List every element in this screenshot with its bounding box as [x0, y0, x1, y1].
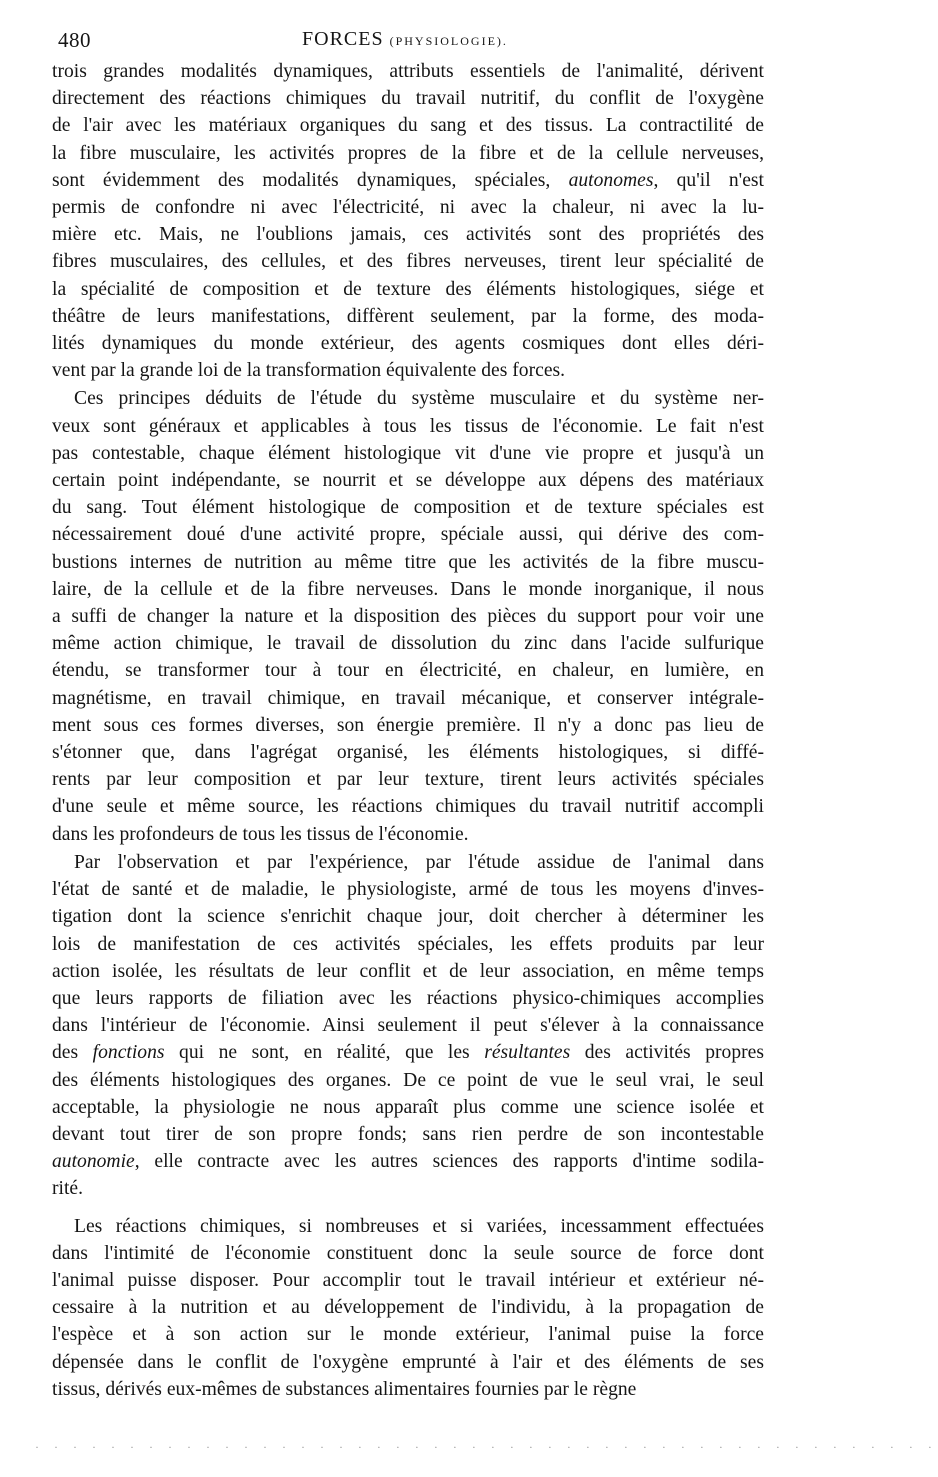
text-line: théâtre de leurs manifestations, diffèrent seulement, par la forme, des moda- [52, 305, 764, 327]
text-line: directement des réactions chimiques du travail nutritif, du conflit de l'oxygène [52, 88, 764, 110]
text-line: vent par la grande loi de la transformation équivalente des forces. [52, 360, 566, 382]
text-line: d'une seule et même source, les réactions chimiques du travail nutritif accompli [52, 796, 764, 818]
text-line: fibres musculaires, des cellules, et des fibres nerveuses, tirent leur spécialité de [52, 251, 764, 273]
text-line: tissus, dérivés eux-mêmes de substances alimentaires fournies par le règne [52, 1378, 637, 1400]
text-line: Ces principes déduits de l'étude du système musculaire et du système ner- [74, 388, 764, 410]
text-line: la spécialité de composition et de texture des éléments histologiques, siége et [52, 278, 764, 300]
running-title-sub: (PHYSIOLOGIE). [389, 34, 508, 48]
running-header [52, 28, 764, 68]
body-text [52, 58, 764, 1403]
text-line: bustions internes de nutrition au même titre que les activités de la fibre muscu- [52, 551, 764, 573]
text-line: s'étonner que, dans l'agrégat organisé, les éléments histologiques, si diffé- [52, 742, 764, 764]
text-line: tigation dont la science s'enrichit chaque jour, doit chercher à déterminer les [52, 906, 764, 928]
text-line: de l'air avec les matériaux organiques du sang et des tissus. La contractilité de [52, 115, 764, 137]
text-line: autonomie, elle contracte avec les autres sciences des rapports d'intime sodila- [52, 1151, 764, 1173]
footer-dotted-rule: · · · · · · · · · · · · · · · · · · · · · · · · · · · · · · · · · · · · · · · · · · · · · · · · [35, 1440, 938, 1454]
text-line: laire, de la cellule et de la fibre nerveuses. Dans le monde inorganique, il nous [52, 578, 764, 600]
text-line: ment sous ces formes diverses, son énergie première. Il n'y a donc pas lieu de [52, 714, 764, 736]
page-number: 480 [58, 28, 91, 52]
paragraph [52, 385, 764, 847]
text-line: Par l'observation et par l'expérience, par l'étude assidue de l'animal dans [74, 851, 764, 873]
text-line: rité. [52, 1178, 84, 1200]
paragraph [52, 849, 764, 1203]
text-line: que leurs rapports de filiation avec les réactions physico-chimiques accomplies [52, 987, 764, 1009]
text-line: veux sont généraux et applicables à tous les tissus de l'économie. Le fait n'est [52, 415, 764, 437]
text-line: Les réactions chimiques, si nombreuses et si variées, incessamment effectuées [74, 1215, 764, 1237]
text-line: magnétisme, en travail chimique, en travail mécanique, et conserver intégrale- [52, 687, 764, 709]
running-title-main: FORCES [302, 28, 384, 50]
text-line: l'animal puisse disposer. Pour accomplir tout le travail intérieur et extérieur né- [52, 1269, 764, 1291]
text-line: dans les profondeurs de tous les tissus de l'économie. [52, 823, 469, 845]
text-line: l'espèce et à son action sur le monde extérieur, l'animal puise la force [52, 1324, 764, 1346]
text-line: rents par leur composition et par leur texture, tirent leurs activités spéciales [52, 769, 764, 791]
text-line: action isolée, les résultats de leur conflit et de leur association, en même temps [52, 960, 764, 982]
text-line: lois de manifestation de ces activités spéciales, les effets produits par leur [52, 933, 764, 955]
text-line: certain point indépendante, se nourrit et se développe aux dépens des matériaux [52, 470, 764, 492]
text-line: lités dynamiques du monde extérieur, des agents cosmiques dont elles déri- [52, 333, 764, 355]
paragraph [52, 58, 764, 384]
text-line: du sang. Tout élément histologique de composition et de texture spéciales est [52, 497, 764, 519]
text-line: mière etc. Mais, ne l'oublions jamais, ces activités sont des propriétés des [52, 224, 764, 246]
text-line: dans l'intimité de l'économie constituent donc la seule source de force dont [52, 1242, 764, 1264]
text-line: des fonctions qui ne sont, en réalité, que les résultantes des activités propres [52, 1042, 764, 1064]
text-line: a suffi de changer la nature et la disposition des pièces du support pour voir une [52, 606, 764, 628]
paragraph [52, 1213, 764, 1403]
text-line: l'état de santé et de maladie, le physiologiste, armé de tous les moyens d'inves- [52, 879, 764, 901]
text-line: des éléments histologiques des organes. De ce point de vue le seul vrai, le seul [52, 1069, 764, 1091]
text-line: permis de confondre ni avec l'électricité, ni avec la chaleur, ni avec la lu- [52, 197, 764, 219]
running-title [302, 28, 508, 51]
text-line: étendu, se transformer tour à tour en électricité, en chaleur, en lumière, en [52, 660, 764, 682]
text-line: devant tout tirer de son propre fonds; sans rien perdre de son incontestable [52, 1123, 764, 1145]
text-line: acceptable, la physiologie ne nous apparaît plus comme une science isolée et [52, 1096, 764, 1118]
text-line: cessaire à la nutrition et au développement de l'individu, à la propagation de [52, 1297, 764, 1319]
text-line: nécessairement doué d'une activité propre, spéciale aussi, qui dérive des com- [52, 524, 764, 546]
text-line: pas contestable, chaque élément histologique vit d'une vie propre et jusqu'à un [52, 442, 764, 464]
page [52, 28, 764, 1403]
text-line: sont évidemment des modalités dynamiques, spéciales, autonomes, qu'il n'est [52, 169, 764, 191]
text-line: la fibre musculaire, les activités propres de la fibre et de la cellule nerveuses, [52, 142, 764, 164]
text-line: même action chimique, le travail de dissolution du zinc dans l'acide sulfurique [52, 633, 764, 655]
text-line: dépensée dans le conflit de l'oxygène emprunté à l'air et des éléments de ses [52, 1351, 764, 1373]
text-line: trois grandes modalités dynamiques, attributs essentiels de l'animalité, dérivent [52, 61, 764, 82]
text-line: dans l'intérieur de l'économie. Ainsi seulement il peut s'élever à la connaissance [52, 1015, 764, 1037]
